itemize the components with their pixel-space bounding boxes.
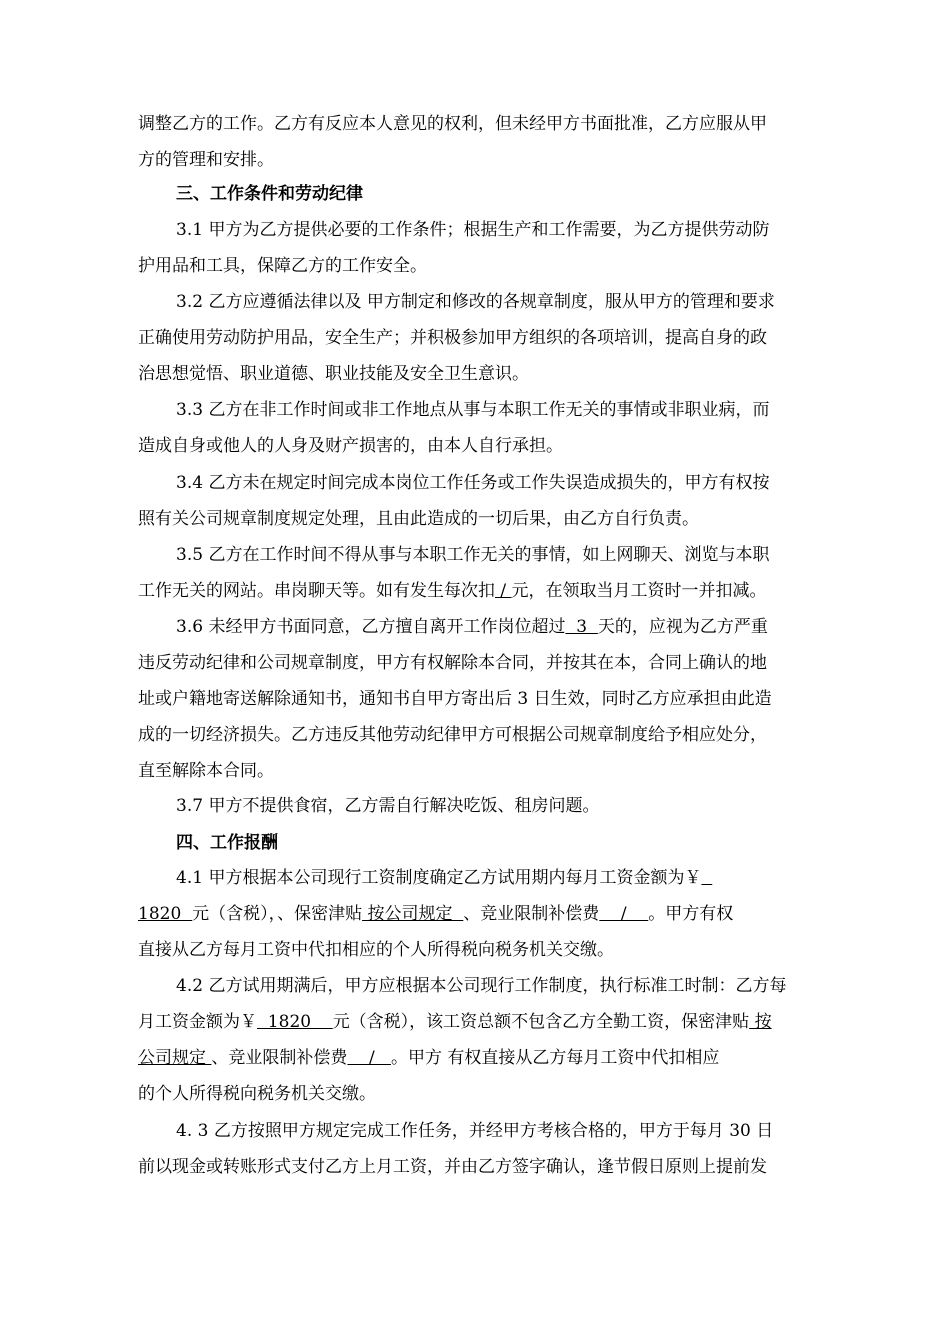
paragraph-line	[138, 537, 828, 573]
text-segment: 3.3 乙方在非工作时间或非工作地点从事与本职工作无关的事情或非职业病，而	[176, 400, 770, 420]
paragraph-line	[138, 609, 828, 645]
text-segment: 元，在领取当月工资时一并扣减。	[511, 581, 767, 601]
fill-in-blank: 3	[565, 617, 598, 637]
text-segment: 月工资金额为￥	[138, 1012, 257, 1032]
section-heading	[138, 825, 828, 861]
paragraph-line	[138, 142, 828, 178]
fill-in-blank: 1820	[257, 1012, 333, 1032]
text-segment: 3.6 未经甲方书面同意，乙方擅自离开工作岗位超过	[176, 617, 566, 637]
paragraph-line	[138, 681, 828, 717]
paragraph-line	[138, 284, 828, 320]
text-segment: 的个人所得税向税务机关交缴。	[138, 1084, 376, 1104]
text-segment: 3.5 乙方在工作时间不得从事与本职工作无关的事情，如上网聊天、浏览与本职	[176, 545, 770, 565]
text-segment: 3.1 甲方为乙方提供必要的工作条件；根据生产和工作需要，为乙方提供劳动防	[176, 220, 770, 240]
paragraph-line	[138, 465, 828, 501]
text-segment: 4.1 甲方根据本公司现行工资制度确定乙方试用期内每月工资金额为￥	[176, 868, 702, 888]
paragraph-line	[138, 717, 828, 753]
text-segment: 4.2 乙方试用期满后，甲方应根据本公司现行工作制度，执行标准工时制：乙方每	[176, 976, 787, 996]
text-segment: 工作无关的网站。串岗聊天等。如有发生每次扣	[138, 581, 495, 601]
paragraph-line	[138, 212, 828, 248]
paragraph-line	[138, 501, 828, 537]
text-segment: 3.4 乙方未在规定时间完成本岗位工作任务或工作失误造成损失的，甲方有权按	[176, 473, 770, 493]
fill-in-blank: 公司规定	[138, 1048, 212, 1068]
text-segment: 前以现金或转账形式支付乙方上月工资，并由乙方签字确认，逢节假日原则上提前发	[138, 1157, 767, 1177]
paragraph-line	[138, 645, 828, 681]
paragraph-line	[138, 896, 828, 932]
fill-in-blank: 按公司规定	[362, 904, 464, 924]
text-segment: 正确使用劳动防护用品，安全生产；并积极参加甲方组织的各项培训，提高自身的政	[138, 328, 767, 348]
paragraph-line	[138, 1149, 828, 1185]
fill-in-blank: /	[495, 581, 512, 601]
text-segment: 护用品和工具，保障乙方的工作安全。	[138, 256, 427, 276]
paragraph-line	[138, 1076, 828, 1112]
paragraph-line	[138, 932, 828, 968]
fill-in-blank: /	[599, 904, 649, 924]
text-segment: 成的一切经济损失。乙方违反其他劳动纪律甲方可根据公司规章制度给予相应处分，	[138, 725, 767, 745]
text-segment: 方的管理和安排。	[138, 150, 274, 170]
text-segment: 。甲方有权	[648, 904, 734, 924]
paragraph-line	[138, 573, 828, 609]
paragraph-line	[138, 106, 828, 142]
paragraph-line	[138, 392, 828, 428]
text-segment: 直接从乙方每月工资中代扣相应的个人所得税向税务机关交缴。	[138, 940, 614, 960]
text-segment: 治思想觉悟、职业道德、职业技能及安全卫生意识。	[138, 364, 529, 384]
section-heading	[138, 176, 828, 212]
paragraph-line	[138, 248, 828, 284]
text-segment: 、竞业限制补偿费	[463, 904, 600, 924]
text-segment: 、竞业限制补偿费	[211, 1048, 348, 1068]
text-segment: 址或户籍地寄送解除通知书，通知书自甲方寄出后 3 日生效，同时乙方应承担由此造	[138, 689, 772, 709]
paragraph-line	[138, 356, 828, 392]
paragraph-line	[138, 788, 828, 824]
text-segment: 3.2 乙方应遵循法律以及 甲方制定和修改的各规章制度，服从甲方的管理和要求	[176, 292, 775, 312]
paragraph-line	[138, 320, 828, 356]
fill-in-blank: 1820	[138, 904, 193, 924]
paragraph-line	[138, 860, 828, 896]
text-segment: 3.7 甲方不提供食宿，乙方需自行解决吃饭、租房问题。	[176, 796, 600, 816]
fill-in-blank: 按	[749, 1012, 772, 1032]
paragraph-line	[138, 753, 828, 789]
text-segment: 元（含税），该工资总额不包含乙方全勤工资，保密津贴	[332, 1012, 750, 1032]
text-segment: 直至解除本合同。	[138, 761, 274, 781]
fill-in-blank: /	[347, 1048, 391, 1068]
text-segment: 四、工作报酬	[176, 833, 278, 853]
text-segment: 。甲方 有权直接从乙方每月工资中代扣相应	[390, 1048, 720, 1068]
paragraph-line	[138, 1004, 828, 1040]
text-segment: 三、工作条件和劳动纪律	[176, 184, 363, 204]
paragraph-line	[138, 968, 828, 1004]
text-segment: 造成自身或他人的人身及财产损害的，由本人自行承担。	[138, 436, 563, 456]
text-segment: 照有关公司规章制度规定处理，且由此造成的一切后果，由乙方自行负责。	[138, 509, 699, 529]
text-segment: 调整乙方的工作。乙方有反应本人意见的权利，但未经甲方书面批准，乙方应服从甲	[138, 114, 767, 134]
paragraph-line	[138, 428, 828, 464]
paragraph-line	[138, 1113, 828, 1149]
fill-in-blank	[701, 868, 712, 888]
text-segment: 违反劳动纪律和公司规章制度，甲方有权解除本合同，并按其在本，合同上确认的地	[138, 653, 767, 673]
text-segment: 4. 3 乙方按照甲方规定完成工作任务，并经甲方考核合格的，甲方于每月 30 日	[176, 1121, 774, 1141]
text-segment: 元（含税），、保密津贴	[192, 904, 363, 924]
paragraph-line	[138, 1040, 828, 1076]
text-segment: 天的，应视为乙方严重	[597, 617, 768, 637]
